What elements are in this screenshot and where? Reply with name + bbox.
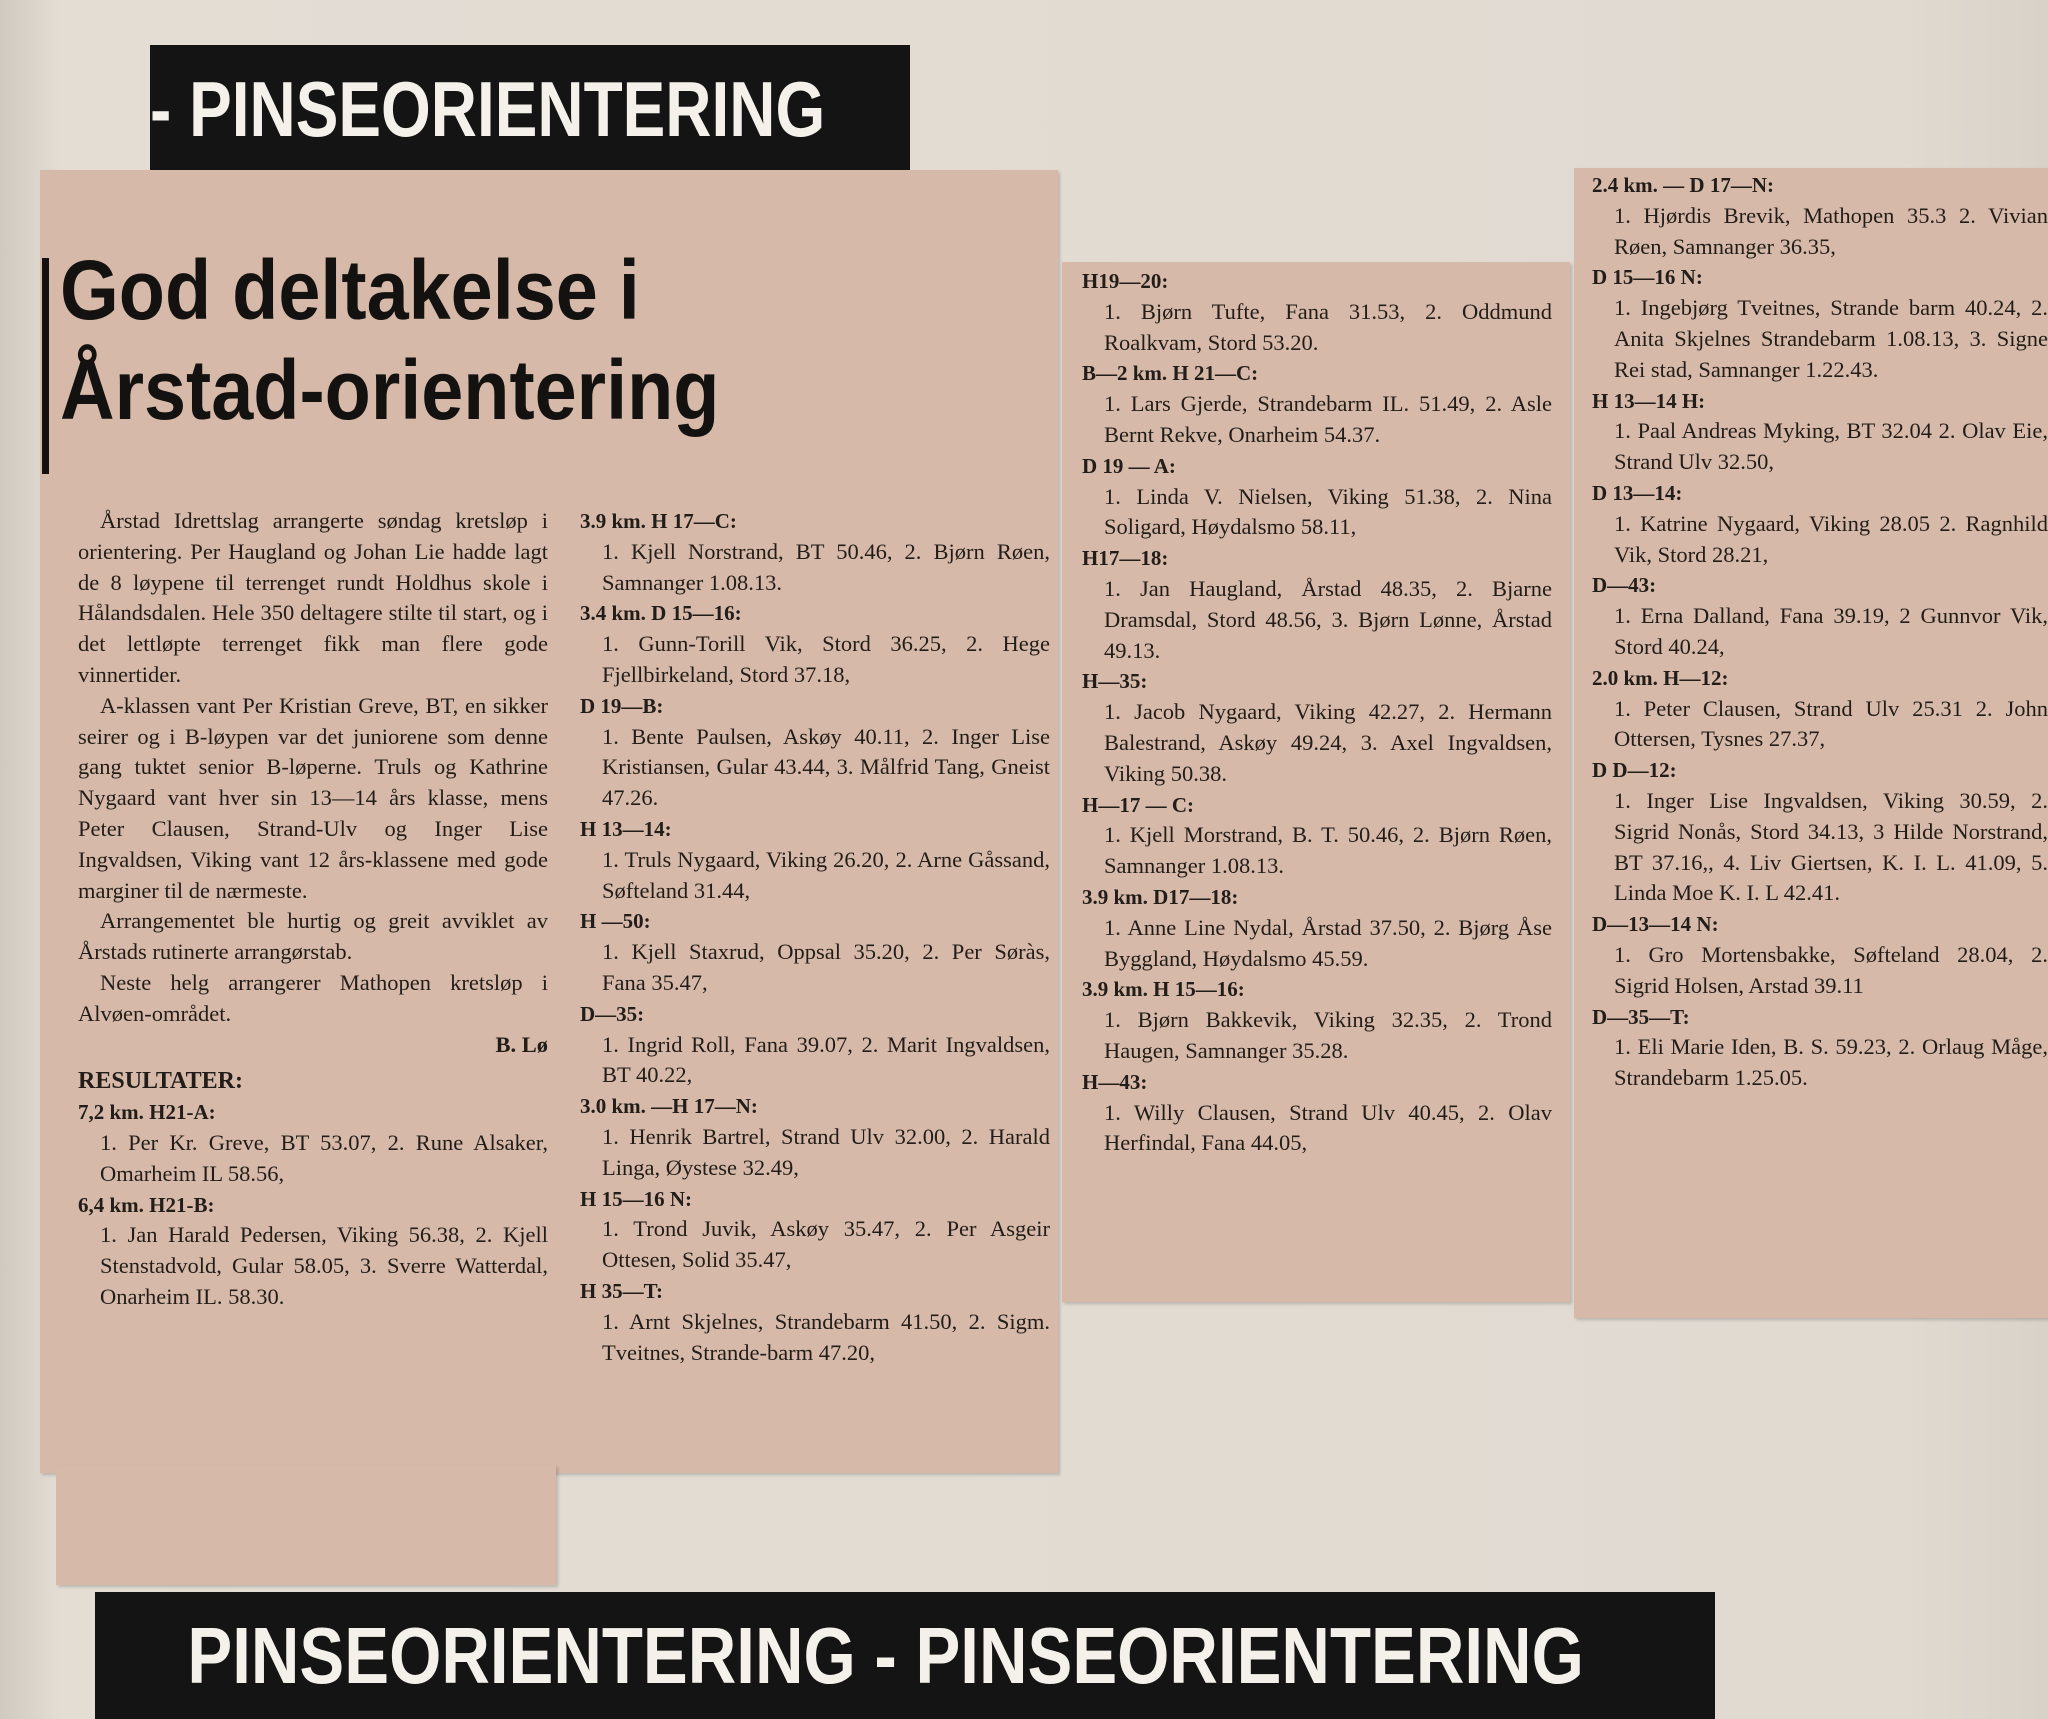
result-entry: 1. Willy Clausen, Strand Ulv 40.45, 2. Olav Herfindal, Fana 44.05, xyxy=(1104,1099,1552,1156)
top-banner xyxy=(150,45,910,173)
result-entry: 1. Hjørdis Brevik, Mathopen 35.3 2. Vivian Røen, Samnanger 36.35, xyxy=(1614,202,2048,259)
article-paragraph: Årstad Idrettslag arrangerte søndag kretsløp i orientering. Per Haugland og Johan Lie hadde lagt de 8 løypene til terrenget rundt Holdhus skole i Hålandsdalen. Hele 350 deltagere stilte til start, og i det lettløpte terrenget fikk man flere gode vinnertider. xyxy=(78,508,548,687)
result-class: H 13—14 H: xyxy=(1592,388,1706,413)
result-entry: 1. Peter Clausen, Strand Ulv 25.31 2. John Ottersen, Tysnes 27.37, xyxy=(1614,695,2048,752)
result-class: D—35—T: xyxy=(1592,1004,1690,1029)
result-class: 3.4 km. D 15—16: xyxy=(580,601,742,626)
result-entry: 1. Paal Andreas Myking, BT 32.04 2. Olav Eie, Strand Ulv 32.50, xyxy=(1614,418,2048,475)
result-class: D—13—14 N: xyxy=(1592,912,1719,937)
article-column-1 xyxy=(78,506,548,1313)
result-class: B—2 km. H 21—C: xyxy=(1082,361,1259,386)
result-class: 3.9 km. H 17—C: xyxy=(580,509,737,533)
result-class: D—43: xyxy=(1592,573,1657,598)
result-class: H 15—16 N: xyxy=(580,1186,692,1211)
headline-line-2: Årstad-orientering xyxy=(60,343,720,437)
result-entry: 1. Bente Paulsen, Askøy 40.11, 2. Inger Lise Kristiansen, Gular 43.44, 3. Målfrid Tang, Gneist 47.26. xyxy=(602,723,1050,811)
results-column-4 xyxy=(1592,170,2048,1315)
result-entry: 1. Bjørn Bakkevik, Viking 32.35, 2. Trond Haugen, Samnanger 35.28. xyxy=(1104,1007,1552,1063)
result-class: 2.4 km. — D 17—N: xyxy=(1592,173,1774,197)
result-entry: 1. Bjørn Tufte, Fana 31.53, 2. Oddmund Roalkvam, Stord 53.20. xyxy=(1104,298,1552,355)
result-entry: 1. Truls Nygaard, Viking 26.20, 2. Arne Gåssand, Søfteland 31.44, xyxy=(602,846,1050,903)
result-entry: 1. Kjell Staxrud, Oppsal 35.20, 2. Per Søràs, Fana 35.47, xyxy=(602,939,1050,995)
top-banner-text: - PINSEORIENTERING xyxy=(150,65,826,153)
main-clipping-lower xyxy=(56,1465,556,1585)
result-class: D D—12: xyxy=(1592,758,1677,783)
result-class: H—43: xyxy=(1082,1069,1148,1094)
result-entry: 1. Inger Lise Ingvaldsen, Viking 30.59, 2. Sigrid Nonås, Stord 34.13, 3 Hilde Norstrand, BT 37.16,, 4. Liv Giertsen, K. I. L. 41.09, 5. Linda Moe K. I. L 42.41. xyxy=(1614,787,2048,906)
result-class: H 13—14: xyxy=(580,816,672,841)
result-entry: 1. Kjell Norstrand, BT 50.46, 2. Bjørn Røen, Samnanger 1.08.13. xyxy=(602,538,1050,595)
result-class: H—17 — C: xyxy=(1082,792,1194,817)
result-entry: 1. Katrine Nygaard, Viking 28.05 2. Ragnhild Vik, Stord 28.21, xyxy=(1614,510,2048,567)
result-class: H 35—T: xyxy=(580,1278,664,1303)
result-entry: 1. Ingebjørg Tveitnes, Strande barm 40.24, 2. Anita Skjelnes Strandebarm 1.08.13, 3. Signe Rei stad, Samnanger 1.22.43. xyxy=(1614,295,2048,382)
result-entry: 1. Per Kr. Greve, BT 53.07, 2. Rune Alsaker, Omarheim IL 58.56, xyxy=(100,1129,548,1186)
result-class: H17—18: xyxy=(1082,546,1169,571)
bottom-banner xyxy=(95,1592,1715,1719)
results-heading: RESULTATER: xyxy=(78,1068,243,1095)
result-entry: 1. Henrik Bartrel, Strand Ulv 32.00, 2. Harald Linga, Øystese 32.49, xyxy=(602,1123,1050,1180)
result-class: 3.9 km. D17—18: xyxy=(1082,884,1239,909)
headline xyxy=(60,240,852,440)
result-class: H —50: xyxy=(580,909,651,934)
result-class: 6,4 km. H21-B: xyxy=(78,1192,215,1217)
article-column-2 xyxy=(580,506,1050,1368)
result-entry: 1. Lars Gjerde, Strandebarm IL. 51.49, 2. Asle Bernt Rekve, Onarheim 54.37. xyxy=(1104,391,1552,447)
result-entry: 1. Linda V. Nielsen, Viking 51.38, 2. Nina Soligard, Høydalsmo 58.11, xyxy=(1104,483,1552,540)
result-entry: 1. Jan Haugland, Årstad 48.35, 2. Bjarne Dramsdal, Stord 48.56, 3. Bjørn Lønne, Årstad 49.13. xyxy=(1104,575,1552,663)
headline-rule xyxy=(42,258,49,474)
result-entry: 1. Jacob Nygaard, Viking 42.27, 2. Hermann Balestrand, Askøy 49.24, 3. Axel Ingvaldsen, Viking 50.38. xyxy=(1104,699,1552,786)
result-entry: 1. Trond Juvik, Askøy 35.47, 2. Per Asgeir Ottesen, Solid 35.47, xyxy=(602,1216,1050,1273)
result-entry: 1. Eli Marie Iden, B. S. 59.23, 2. Orlaug Måge, Strandebarm 1.25.05. xyxy=(1614,1034,2048,1091)
result-entry: 1. Gro Mortensbakke, Søfteland 28.04, 2. Sigrid Holsen, Arstad 39.11 xyxy=(1614,941,2048,998)
results-column-3 xyxy=(1082,266,1552,1159)
article-paragraph: A-klassen vant Per Kristian Greve, BT, en sikker seirer og i B-løypen var det juniorene som denne gang tuktet senior B-løperne. Truls og Kathrine Nygaard vant hver sin 13—14 års klasse, mens Peter Clausen, Strand-Ulv og Inger Lise Ingvaldsen, Viking vant 12 års-klassene med gode marginer til de nærmeste. xyxy=(78,692,548,903)
bottom-banner-text: PINSEORIENTERING - PINSEORIENTERING xyxy=(187,1611,1584,1700)
result-class: 3.9 km. H 15—16: xyxy=(1082,977,1245,1002)
article-paragraph: Neste helg arrangerer Mathopen kretsløp i Alvøen-området. xyxy=(78,969,548,1026)
result-entry: 1. Erna Dalland, Fana 39.19, 2 Gunnvor Vik, Stord 40.24, xyxy=(1614,603,2048,659)
headline-line-1: God deltakelse i xyxy=(60,243,640,337)
result-entry: 1. Ingrid Roll, Fana 39.07, 2. Marit Ingvaldsen, BT 40.22, xyxy=(602,1031,1050,1088)
result-class: 3.0 km. —H 17—N: xyxy=(580,1094,758,1119)
result-class: H—35: xyxy=(1082,669,1148,694)
result-class: 7,2 km. H21-A: xyxy=(78,1100,216,1125)
result-entry: 1. Arnt Skjelnes, Strandebarm 41.50, 2. Sigm. Tveitnes, Strande-barm 47.20, xyxy=(602,1308,1050,1365)
result-class: D—35: xyxy=(580,1001,645,1026)
result-entry: 1. Jan Harald Pedersen, Viking 56.38, 2. Kjell Stenstadvold, Gular 58.05, 3. Sverre Watterdal, Onarheim IL. 58.30. xyxy=(100,1222,548,1309)
result-class: D 13—14: xyxy=(1592,480,1683,505)
byline: B. Lø xyxy=(495,1031,548,1057)
result-class: 2.0 km. H—12: xyxy=(1592,665,1729,690)
result-entry: 1. Anne Line Nydal, Årstad 37.50, 2. Bjørg Åse Byggland, Høydalsmo 45.59. xyxy=(1104,914,1552,971)
result-class: H19—20: xyxy=(1082,269,1169,293)
result-class: D 15—16 N: xyxy=(1592,265,1703,290)
result-entry: 1. Gunn-Torill Vik, Stord 36.25, 2. Hege Fjellbirkeland, Stord 37.18, xyxy=(602,631,1050,687)
article-paragraph: Arrangementet ble hurtig og greit avviklet av Årstads rutinerte arrangørstab. xyxy=(78,908,548,965)
result-entry: 1. Kjell Morstrand, B. T. 50.46, 2. Bjørn Røen, Samnanger 1.08.13. xyxy=(1104,822,1552,879)
result-class: D 19—B: xyxy=(580,693,664,718)
result-class: D 19 — A: xyxy=(1082,453,1176,478)
